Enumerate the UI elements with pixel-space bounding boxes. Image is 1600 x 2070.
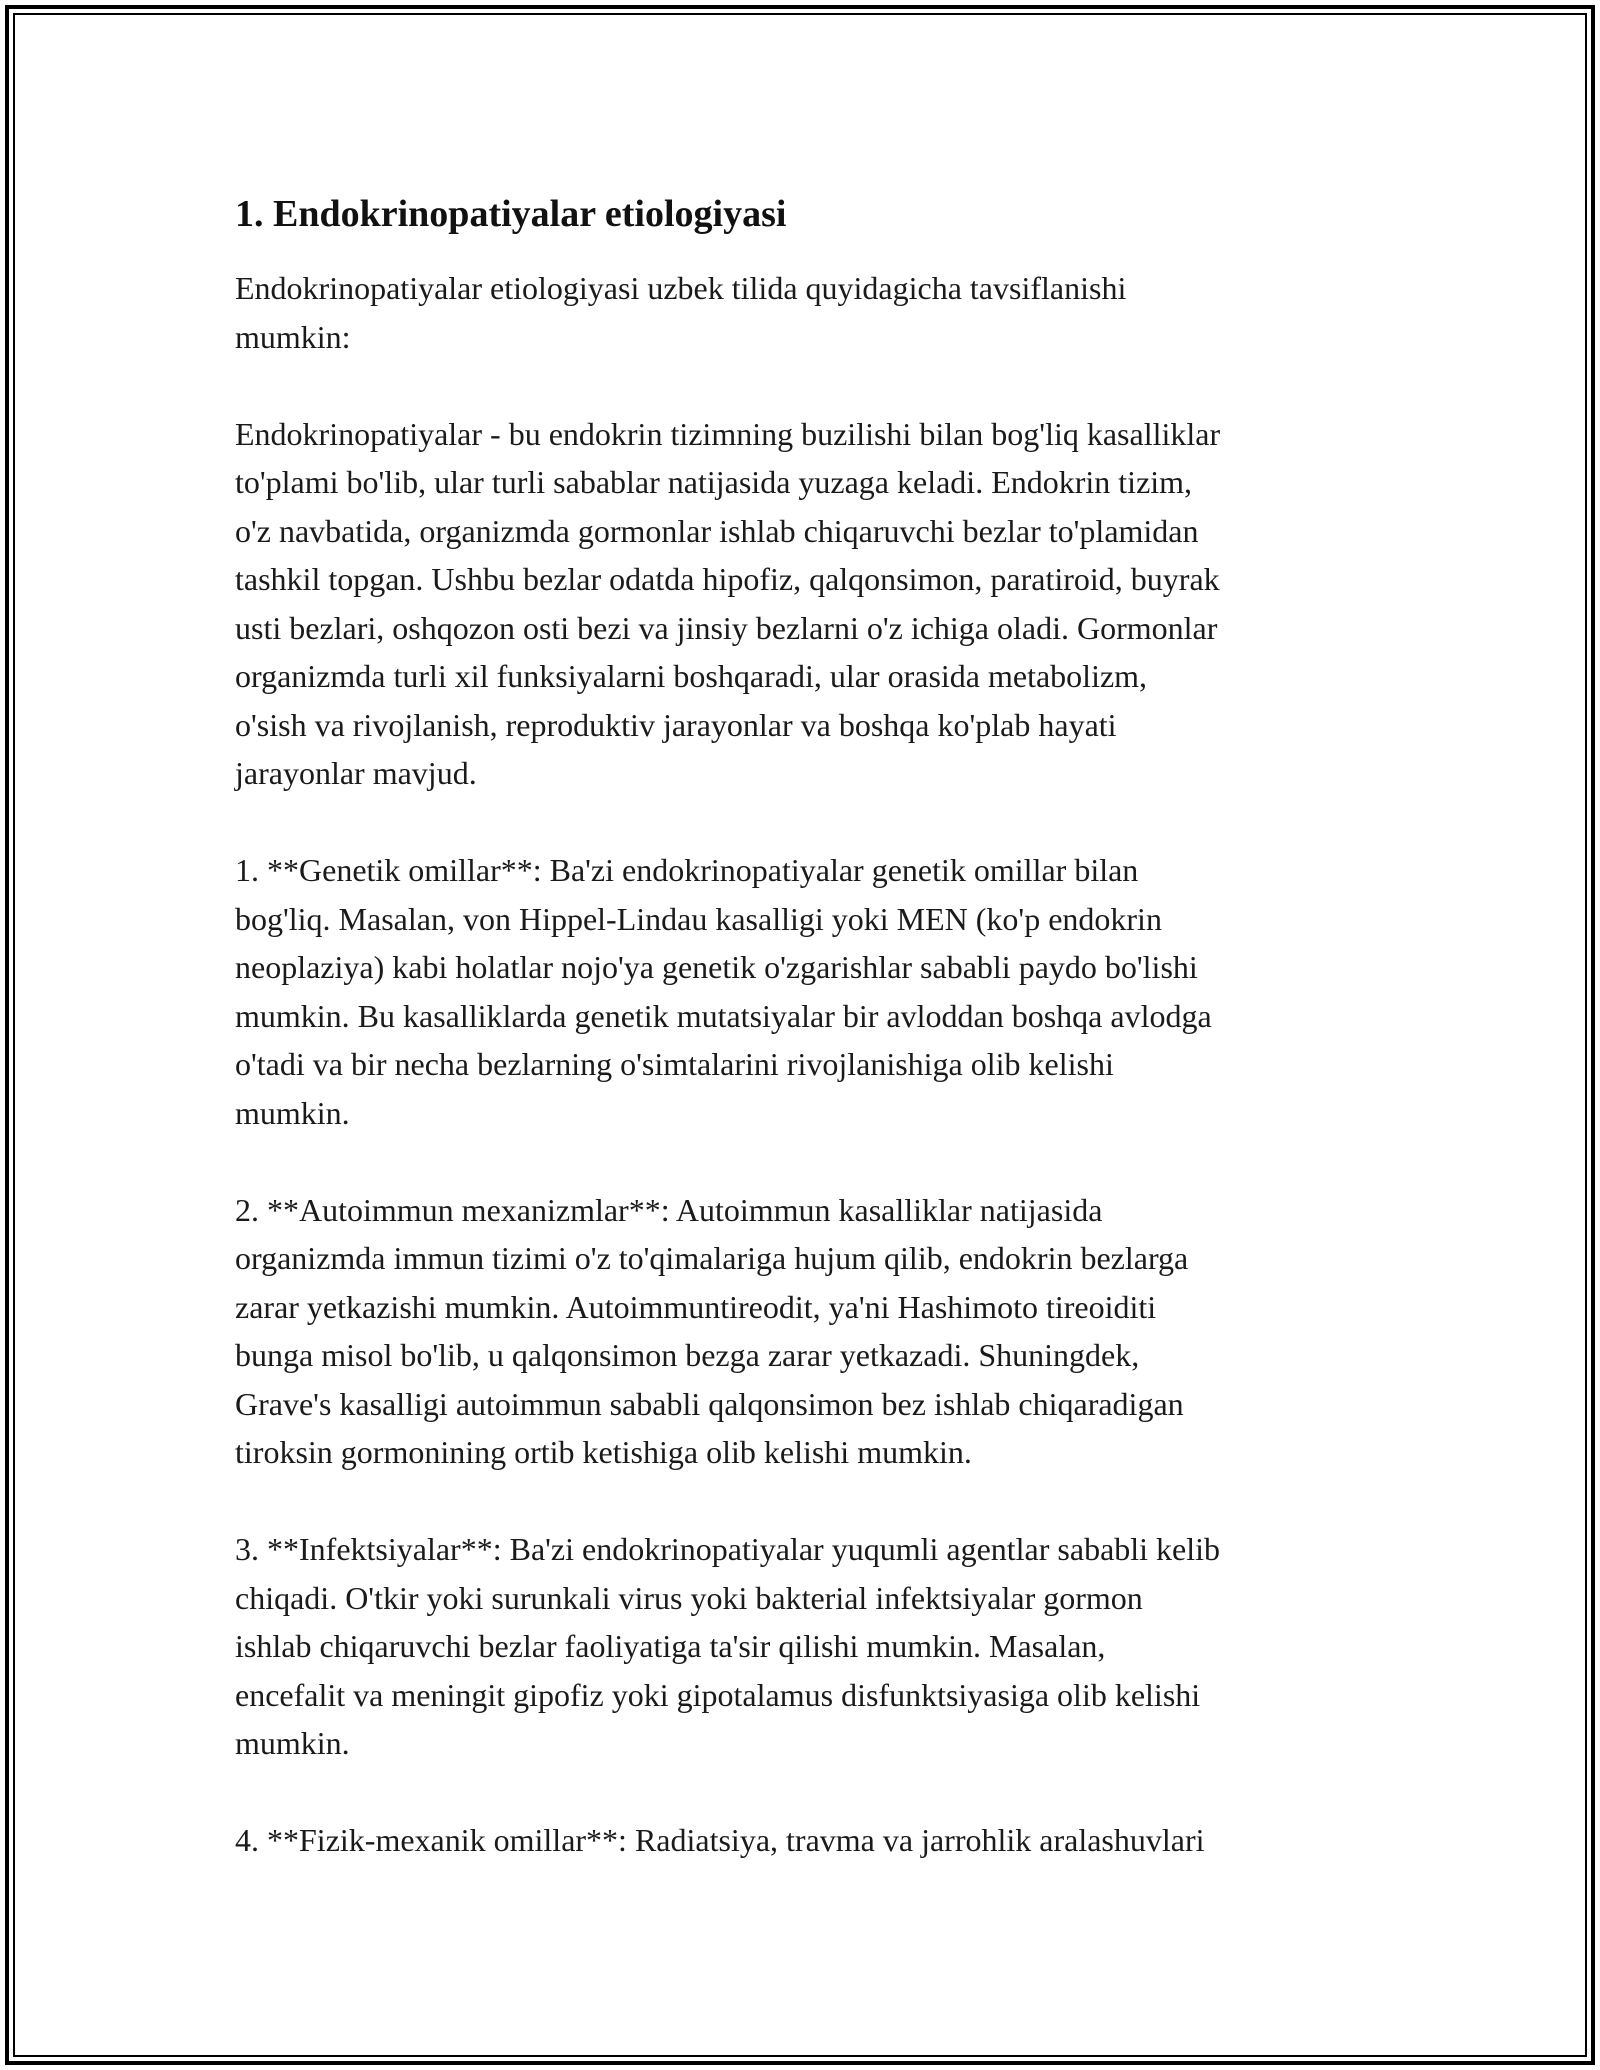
definition-paragraph: Endokrinopatiyalar - bu endokrin tizimning buzilishi bilan bog'liq kasalliklar to'plami bo'lib, ular turli sabablar natijasida yuzaga keladi. Endokrin tizim, o'z navbatida, organizmda gormonlar ishlab chiqaruvchi bezlar to'plamidan tashkil topgan. Ushbu bezlar odatda hipofiz, qalqonsimon, paratiroid, buyrak usti bezlari, oshqozon osti bezi va jinsiy bezlarni o'z ichiga oladi. Gormonlar organizmda turli xil funksiyalarni boshqaradi, ular orasida metabolizm, o'sish va rivojlanish, reproduktiv jarayonlar va boshqa ko'plab hayati jarayonlar mavjud. [235,415,1221,791]
genetic-factors-paragraph: 1. **Genetik omillar**: Ba'zi endokrinopatiyalar genetik omillar bilan bog'liq. Masalan, von Hippel-Lindau kasalligi yoki MEN (ko'p endokrin neoplaziya) kabi holatlar nojo'ya genetik o'zgarishlar sababli paydo bo'lishi mumkin. Bu kasalliklarda genetik mutatsiyalar bir avloddan boshqa avlodga o'tadi va bir necha bezlarning o'simtalarini rivojlanishiga olib kelishi mumkin. [235,852,1212,1131]
document-page [235,186,1385,1913]
physical-factors-paragraph: 4. **Fizik-mexanik omillar**: Radiatsiya, travma va jarrohlik aralashuvlari [235,1822,1205,1858]
autoimmune-paragraph: 2. **Autoimmun mexanizmlar**: Autoimmun kasalliklar natijasida organizmda immun tizimi o'z to'qimalariga hujum qilib, endokrin bezlarga zarar yetkazishi mumkin. Autoimmuntireodit, ya'ni Hashimoto tireoiditi bunga misol bo'lib, u qalqonsimon bezga zarar yetkazadi. Shuningdek, Grave's kasalligi autoimmun sababli qalqonsimon bez ishlab chiqaradigan tiroksin gormonining ortib ketishiga olib kelishi mumkin. [235,1191,1189,1470]
document-title: 1. Endokrinopatiyalar etiologiyasi [235,193,787,235]
infections-paragraph: 3. **Infektsiyalar**: Ba'zi endokrinopatiyalar yuqumli agentlar sababli kelib chiqadi. O'tkir yoki surunkali virus yoki bakterial infektsiyalar gormon ishlab chiqaruvchi bezlar faoliyatiga ta'sir qilishi mumkin. Masalan, encefalit va meningit gipofiz yoki gipotalamus disfunktsiyasiga olib kelishi mumkin. [235,1531,1221,1761]
intro-paragraph: Endokrinopatiyalar etiologiyasi uzbek tilida quyidagicha tavsiflanishi mumkin: [235,270,1127,355]
